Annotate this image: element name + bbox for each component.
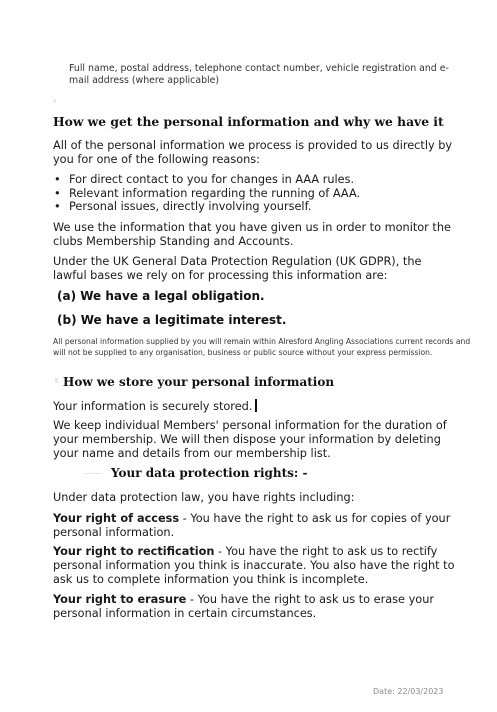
right-of-access: Your right of access - You have the right to ask us for copies of your personal information. [53,512,451,539]
bullet-icon: • [54,200,61,213]
reasons-list [53,173,473,214]
section1-para3: Under the UK General Data Protection Regulation (UK GDPR), the lawful bases we rely on for processing this information are: [53,255,422,282]
section2-para2: We keep individual Members' personal information for the duration of your membership. We will then dispose your information by deleting your name and details from our membership list. [53,419,447,460]
retention-note: All personal information supplied by you will remain within Alresford Angling Associations current records and will not be supplied to any organisation, business or public source without your express permission. [53,337,471,357]
faint-mark [55,378,58,383]
document-date: Date: 22/03/2023 [373,687,444,696]
right-to-rectification: Your right to rectification - You have the right to ask us to rectify personal information you think is inaccurate. You also have the right to ask us to complete information you think is incomplete. [53,545,455,586]
legal-basis-a: (a) We have a legal obligation. [57,289,265,303]
bullet-icon: • [54,173,61,186]
legal-basis-b: (b) We have a legitimate interest. [57,313,287,327]
rights-intro: Under data protection law, you have rights including: [53,491,355,504]
text-cursor [255,399,257,412]
section-heading-rights: Your data protection rights: - [111,466,308,480]
faint-dash [84,473,102,474]
section2-para1: Your information is securely stored. [53,399,257,414]
intro-text: Full name, postal address, telephone contact number, vehicle registration and e-mail address (where applicable) [69,63,449,86]
list-item: • Personal issues, directly involving yourself. [54,200,312,213]
faint-mark [53,99,56,103]
list-item: • For direct contact to you for changes in AAA rules. [54,173,355,186]
bullet-icon: • [54,186,61,200]
section-heading-store-info: How we store your personal information [63,375,335,389]
list-item: • Relevant information regarding the running of AAA. [54,186,361,200]
right-to-erasure: Your right to erasure - You have the right to ask us to erase your personal information in certain circumstances. [53,593,434,620]
section1-para2: We use the information that you have given us in order to monitor the clubs Membership Standing and Accounts. [53,221,451,248]
section1-para1: All of the personal information we process is provided to us directly by you for one of the following reasons: [53,139,453,166]
section-heading-get-info: How we get the personal information and why we have it [53,114,444,129]
